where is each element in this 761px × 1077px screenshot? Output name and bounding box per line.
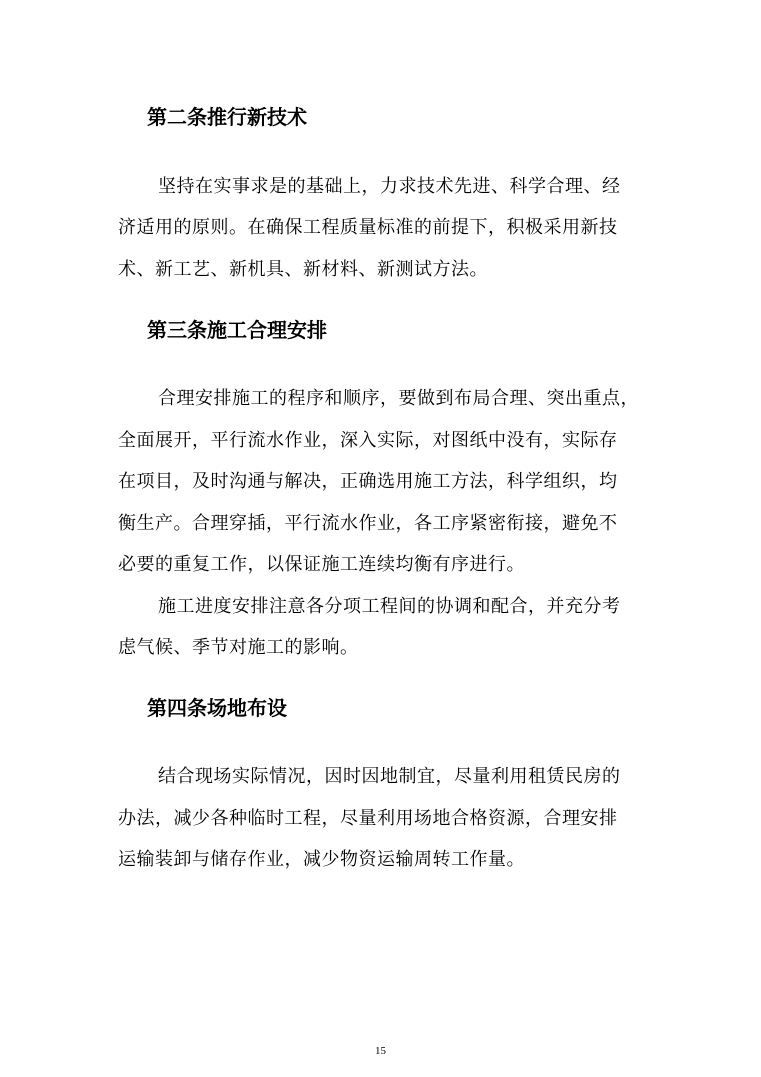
paragraph-line: 合理安排施工的程序和顺序，要做到布局合理、突出重点， (158, 388, 639, 409)
paragraph-line: 全面展开，平行流水作业，深入实际，对图纸中没有，实际存 (118, 430, 618, 451)
paragraph-line: 虑气候、季节对施工的影响。 (118, 637, 359, 658)
paragraph-line: 办法，减少各种临时工程，尽量利用场地合格资源，合理安排 (118, 808, 618, 829)
section-heading-4: 第四条场地布设 (147, 696, 287, 720)
paragraph-line: 坚持在实事求是的基础上，力求技术先进、科学合理、经 (158, 176, 621, 197)
paragraph-line: 施工进度安排注意各分项工程间的协调和配合，并充分考 (158, 596, 621, 617)
paragraph-line: 术、新工艺、新机具、新材料、新测试方法。 (118, 259, 488, 280)
page-number: 15 (375, 1045, 386, 1057)
section-heading-3: 第三条施工合理安排 (147, 318, 327, 342)
paragraph-line: 在项目，及时沟通与解决，正确选用施工方法，科学组织，均 (118, 471, 618, 492)
section-heading-2: 第二条推行新技术 (147, 105, 307, 129)
paragraph-line: 济适用的原则。在确保工程质量标准的前提下，积极采用新技 (118, 217, 618, 238)
paragraph-line: 衡生产。合理穿插，平行流水作业，各工序紧密衔接，避免不 (118, 513, 618, 534)
paragraph-line: 结合现场实际情况，因时因地制宜，尽量利用租赁民房的 (158, 766, 621, 787)
paragraph-line: 运输装卸与储存作业，减少物资运输周转工作量。 (118, 849, 525, 870)
paragraph-line: 必要的重复工作，以保证施工连续均衡有序进行。 (118, 554, 525, 575)
